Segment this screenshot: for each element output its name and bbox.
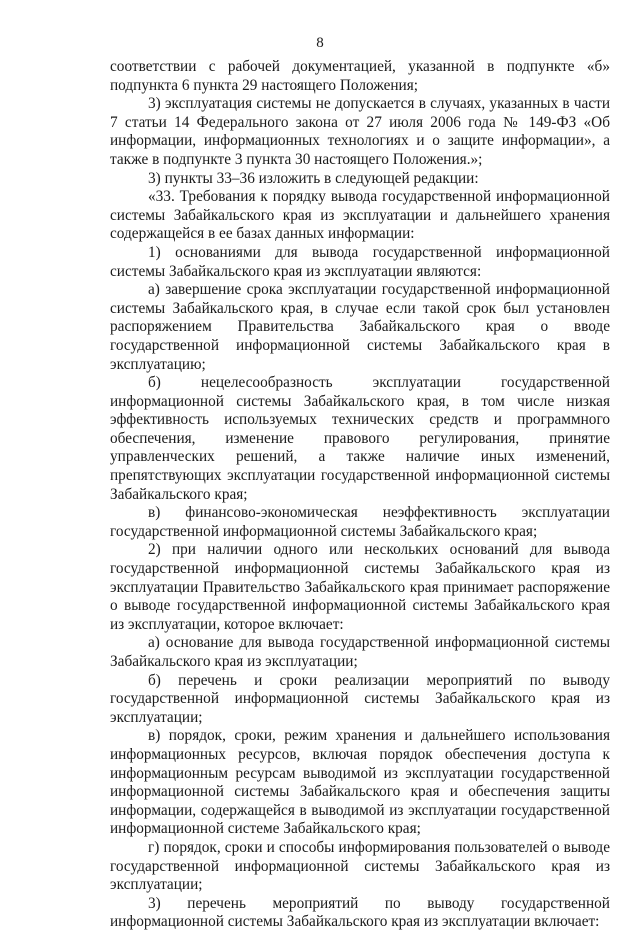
paragraph-subitem-1-grounds: 1) основаниями для вывода государственной информационной системы Забайкальского края из эксплуатации являются: [110,243,610,280]
paragraph-letter-v-inefficiency: в) финансово-экономическая неэффективность эксплуатации государственной информационной системы Забайкальского края; [110,504,610,540]
paragraph-letter-v-storage: в) порядок, сроки, режим хранения и дальнейшего использования информационных ресурсов, включая порядок обеспечения доступа к информационным ресурсам выводимой из эксплуатации государственной информационной системы Забайкальского края и обеспечения защиты информации, содержащейся в выводимой из эксплуатации государственной информационной системе Забайкальского края; [110,727,610,838]
paragraph-subitem-2-order: 2) при наличии одного или нескольких оснований для вывода государственной информационной системы Забайкальского края из эксплуатации Правительство Забайкальского края принимает распоряжение о выводе государственной информационной системы Забайкальского края из эксплуатации, которое включает: [110,541,610,633]
paragraph-item-3-amend: 3) пункты 33–36 изложить в следующей редакции: [148,169,479,187]
paragraph-letter-b-list: б) перечень и сроки реализации мероприятий по выводу государственной информационной системы Забайкальского края из эксплуатации; [110,671,610,726]
paragraph-letter-a-term-end: а) завершение срока эксплуатации государственной информационной системы Забайкальского края, в случае если такой срок был установлен распоряжением Правительства Забайкальского края о вводе государственной информационной системы Забайкальского края в эксплуатацию; [110,281,610,373]
paragraph-letter-a-basis: а) основание для вывода государственной информационной системы Забайкальского края из эксплуатации; [110,634,610,670]
page-number: 8 [316,35,324,51]
paragraph-letter-g-notify: г) порядок, сроки и способы информирования пользователей о выводе государственной информационной системы Забайкальского края из эксплуатации; [110,838,610,894]
paragraph-subitem-3-operation: 3) эксплуатация системы не допускается в случаях, указанных в части 7 статьи 14 Федерального закона от 27 июля 2006 года № 149-ФЗ «Об информации, информационных технологиях и о защите информации», а также в подпункте 3 пункта 30 настоящего Положения.»; [110,95,610,168]
document-body [110,58,610,932]
paragraph-letter-b-inexpediency: б) нецелесообразность эксплуатации государственной информационной системы Забайкальского края, в том числе низкая эффективность используемых технических средств и программного обеспечения, изменение правового регулирования, принятие управленческих решений, а также наличие иных изменений, препятствующих эксплуатации государственной информационной системы Забайкальского края; [110,374,610,503]
paragraph-subitem-3-measures: 3) перечень мероприятий по выводу государственной информационной системы Забайкальского края из эксплуатации включает: [110,894,610,931]
paragraph-clause-33: «33. Требования к порядку вывода государственной информационной системы Забайкальского края из эксплуатации и дальнейшего хранения содержащейся в ее базах данных информации: [110,188,610,243]
paragraph-continuation: соответствии с рабочей документацией, указанной в подпункте «б» подпункта 6 пункта 29 настоящего Положения; [110,58,610,94]
